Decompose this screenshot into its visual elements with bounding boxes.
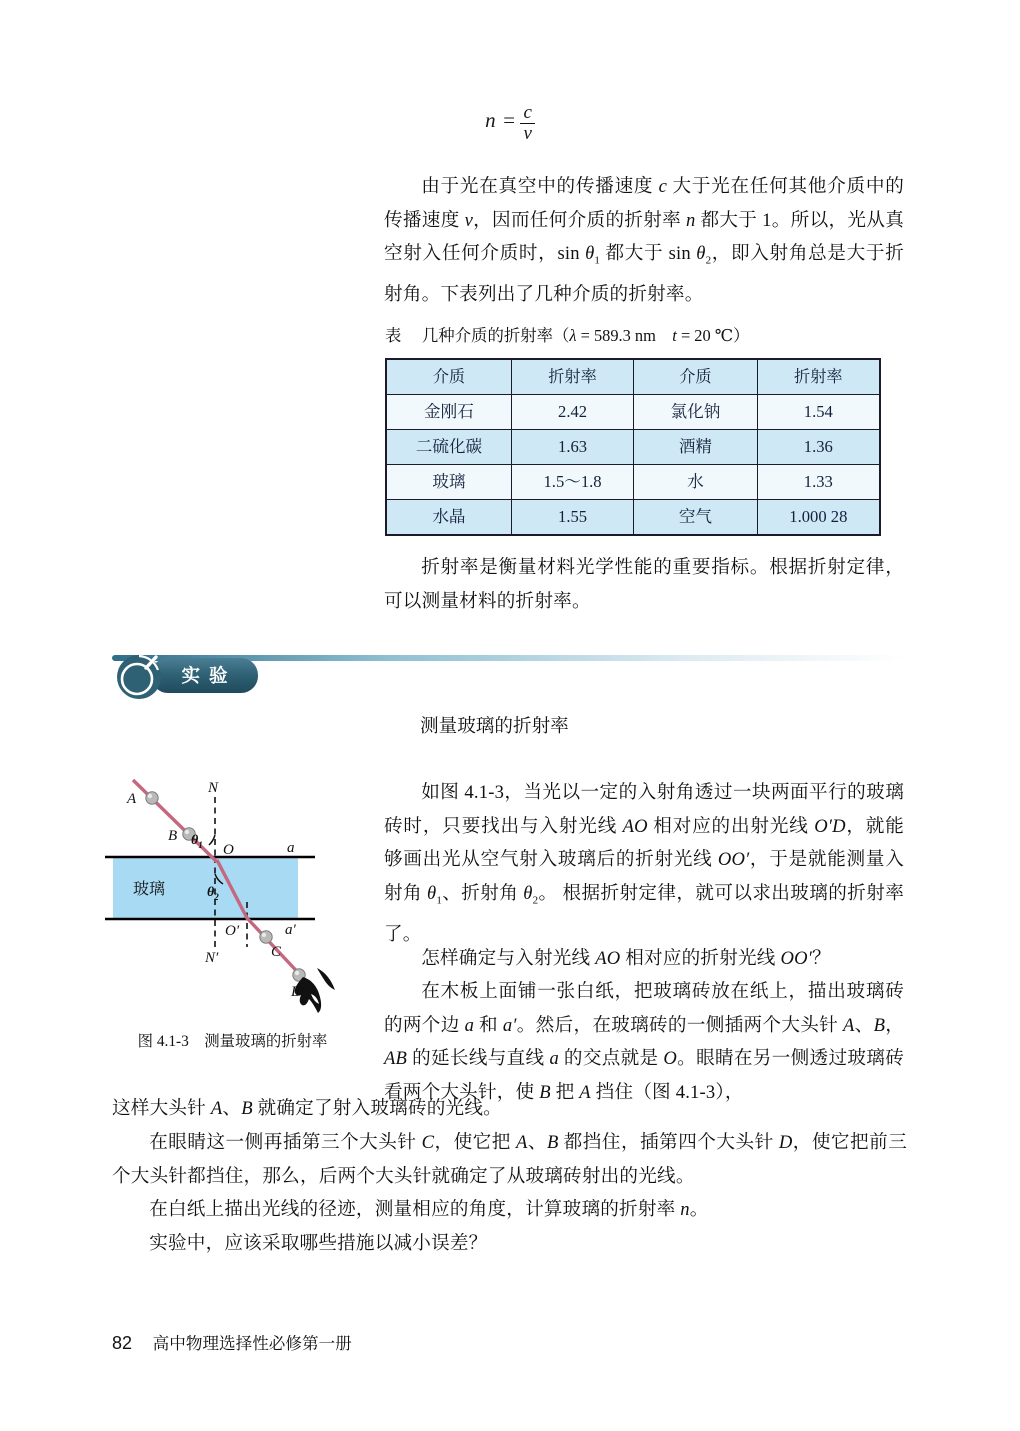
paragraph-figure-3: 在木板上面铺一张白纸，把玻璃砖放在纸上，描出玻璃砖的两个边 a 和 a′。然后，在玻璃砖的一侧插两个大头针 A、B，AB 的延长线与直线 a 的交点就是 O。眼睛在另一侧透过玻璃砖看两个大头针，使 B 把 A 挡住（图 4.1-3）， [384,981,905,1103]
table-caption-prefix: 表 [385,326,402,345]
table-cell: 1.54 [757,395,880,430]
paragraph-after-table: 折射率是衡量材料光学性能的重要指标。根据折射定律，可以测量材料的折射率。 [384,557,904,612]
table-caption-text: 几种介质的折射率（ [421,326,570,345]
table-row [386,430,880,465]
formula-lhs: n = [485,108,517,133]
experiment-title: 测量玻璃的折射率 [420,716,569,737]
label-normal-bottom: N′ [205,950,219,966]
label-normal-top: N [208,780,219,796]
experiment-badge: 实验 [151,658,258,693]
table-cell: 氯化钠 [634,395,757,430]
label-point-o: O [223,842,234,858]
magnifier-icon [113,650,165,700]
label-surface-a-prime: a′ [285,922,296,938]
table-header-cell: 折射率 [757,359,880,395]
table-cell: 1.55 [511,500,633,536]
formula-denominator: v [520,123,534,144]
table-caption: 表 几种介质的折射率（λ = 589.3 nm t = 20 ℃） [385,326,750,345]
paragraph-wide-3: 在白纸上描出光线的径迹，测量相应的角度，计算玻璃的折射率 n。 [149,1199,709,1220]
angle-arc-theta1 [209,835,215,845]
table-cell: 1.33 [757,465,880,500]
table-cell: 1.5～1.8 [511,465,633,500]
paragraph-intro: 由于光在真空中的传播速度 c 大于光在任何其他介质中的传播速度 v，因而任何介质的折射率 n 都大于 1。所以，光从真空射入任何介质时，$\sin \theta_1$ 都大于 $\sin \theta_2$，即入射角总是大于折射角。下表列出了几种介质的折射率。 [384,176,905,306]
table-header-cell: 介质 [634,359,757,395]
paragraph-wide-1: 这样大头针 A、B 就确定了射入玻璃砖的光线。 [112,1098,502,1119]
label-glass-material: 玻璃 [133,879,166,898]
table-cell: 1.000 28 [757,500,880,536]
refractive-index-table [385,358,881,536]
table-row [386,395,880,430]
table-header-row [386,359,880,395]
figure-caption: 图 4.1-3 测量玻璃的折射率 [137,1033,328,1050]
formula-numerator: c [523,102,532,123]
paragraph-figure-1: 如图 4.1-3，当光以一定的入射角透过一块两面平行的玻璃砖时，只要找出与入射光线 AO 相对应的出射光线 O′D，就能够画出光从空气射入玻璃后的折射光线 OO′，于是就能测量入射角 $\theta_1$、折射角 $\theta_2$。 根据折射定律，就可以求出玻璃的折射率了。 [384,782,905,945]
table-cell: 1.63 [511,430,633,465]
label-surface-a: a [287,840,295,856]
table-cell: 空气 [634,500,757,536]
label-theta1: θ1 [191,833,203,850]
table-cell: 玻璃 [386,465,511,500]
label-pin-d: D [291,984,302,1000]
table-caption-suffix: ） [733,326,750,345]
label-pin-c: C [271,944,282,960]
label-pin-a: A [127,791,137,807]
paragraph-wide-4: 实验中，应该采取哪些措施以减小误差？ [149,1233,488,1254]
table-cell: 二硫化碳 [386,430,511,465]
table-cell: 2.42 [511,395,633,430]
label-theta2: θ2 [207,885,219,902]
refractive-index-formula [0,103,1020,144]
table-cell: 水 [634,465,757,500]
paragraph-figure-2: 怎样确定与入射光线 AO 相对应的折射光线 OO′？ [421,948,831,969]
formula-fraction [520,103,534,144]
table-header-cell: 介质 [386,359,511,395]
table-cell: 金刚石 [386,395,511,430]
ray-incident [133,780,217,862]
page-footer [112,1330,352,1354]
table-cell: 水晶 [386,500,511,536]
table-cell: 酒精 [634,430,757,465]
table-row [386,500,880,536]
footer-page-number: 82 [112,1333,133,1353]
footer-book-title: 高中物理选择性必修第一册 [152,1334,352,1353]
figure-refraction-diagram [105,772,360,1022]
label-point-o-prime: O′ [225,923,240,939]
table-cell: 1.36 [757,430,880,465]
table-header-cell: 折射率 [511,359,633,395]
label-pin-b: B [168,828,178,844]
paragraph-wide-2: 在眼睛这一侧再插第三个大头针 C，使它把 A、B 都挡住，插第四个大头针 D，使它把前三个大头针都挡住，那么，后两个大头针就确定了从玻璃砖射出的光线。 [112,1132,907,1187]
table-row [386,465,880,500]
